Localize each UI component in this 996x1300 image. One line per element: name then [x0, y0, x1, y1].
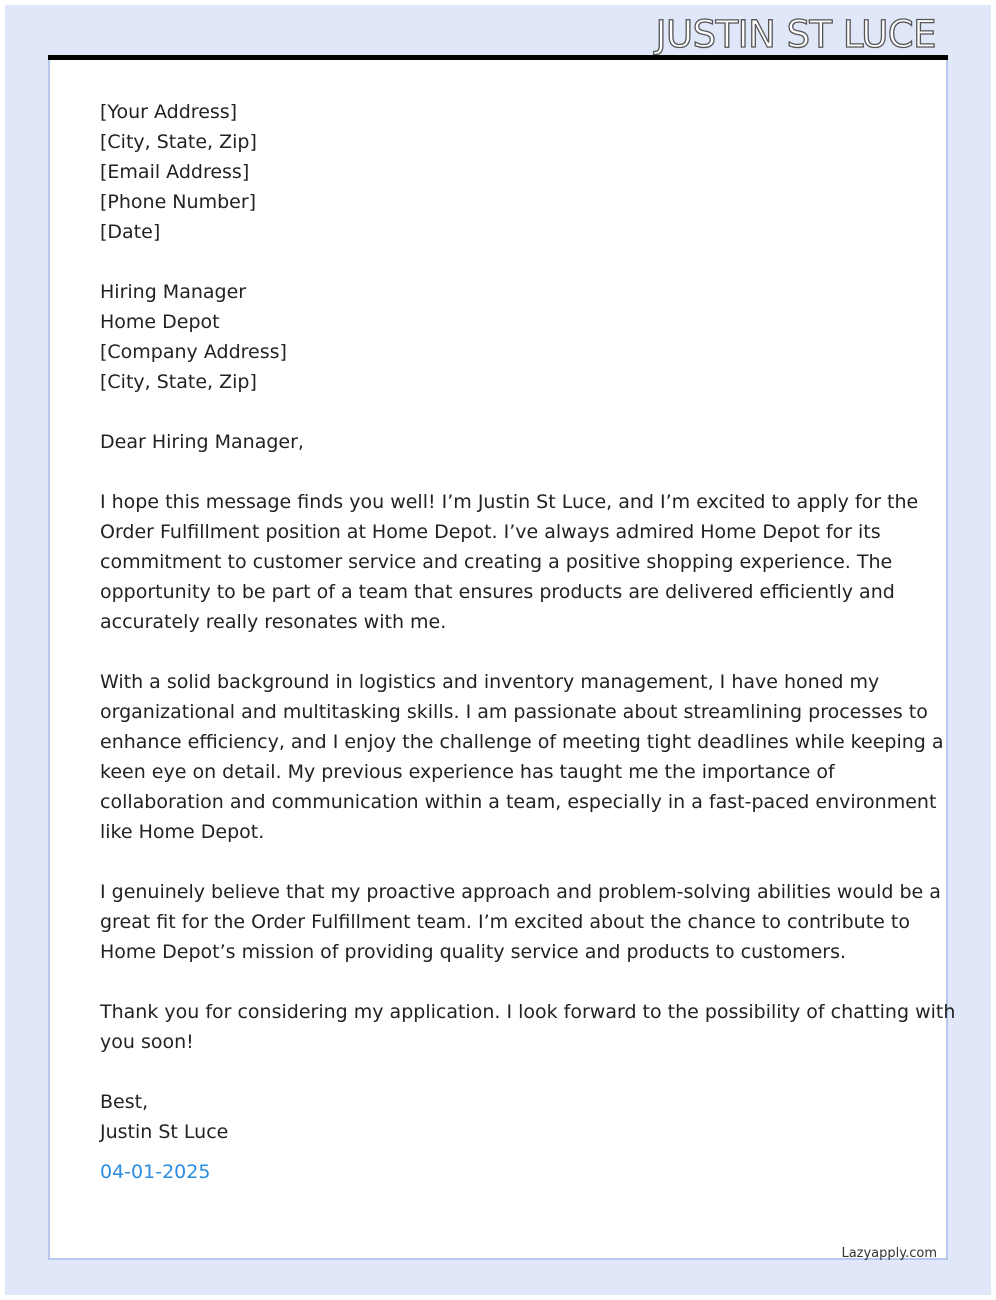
paragraph-line: With a solid background in logistics and inventory management, I have honed my — [100, 671, 880, 693]
paragraph-line: collaboration and communication within a team, especially in a fast-paced environment — [100, 791, 937, 813]
paragraph-line: I genuinely believe that my proactive approach and problem-solving abilities would be a — [100, 881, 941, 903]
paragraph-line: great fit for the Order Fulfillment team. I’m excited about the chance to contribute to — [100, 911, 910, 933]
paragraph-line: commitment to customer service and creating a positive shopping experience. The — [100, 551, 893, 573]
cover-letter — [100, 97, 956, 1187]
recipient-city-state-zip: [City, State, Zip] — [100, 371, 257, 393]
applicant-name-heading: JUSTIN ST LUCE — [655, 13, 936, 56]
recipient-address: [Company Address] — [100, 341, 287, 363]
letter-date: 04-01-2025 — [100, 1161, 211, 1183]
sender-city-state-zip: [City, State, Zip] — [100, 131, 257, 153]
paragraph-line: enhance efficiency, and I enjoy the challenge of meeting tight deadlines while keeping a — [100, 731, 944, 753]
watermark: Lazyapply.com — [841, 1246, 937, 1261]
signature-name: Justin St Luce — [100, 1121, 229, 1143]
body-paragraph-2 — [100, 667, 944, 847]
body-paragraph-4 — [100, 997, 956, 1057]
recipient-company: Home Depot — [100, 311, 220, 333]
paragraph-line: like Home Depot. — [100, 821, 265, 843]
signoff: Best, — [100, 1091, 149, 1113]
salutation: Dear Hiring Manager, — [100, 431, 304, 453]
sender-phone: [Phone Number] — [100, 191, 257, 213]
sender-block — [100, 97, 905, 247]
paragraph-line: you soon! — [100, 1031, 194, 1053]
closing-block — [100, 1087, 905, 1187]
sender-date: [Date] — [100, 221, 161, 243]
recipient-title: Hiring Manager — [100, 281, 247, 303]
paragraph-line: Thank you for considering my application. I look forward to the possibility of chatting with — [100, 1001, 956, 1023]
paragraph-line: opportunity to be part of a team that ensures products are delivered efficiently and — [100, 581, 895, 603]
paragraph-line: Home Depot’s mission of providing quality service and products to customers. — [100, 941, 847, 963]
paragraph-line: Order Fulfillment position at Home Depot. I’ve always admired Home Depot for its — [100, 521, 881, 543]
sender-address: [Your Address] — [100, 101, 238, 123]
paragraph-line: accurately really resonates with me. — [100, 611, 447, 633]
paragraph-line: organizational and multitasking skills. I am passionate about streamlining processes to — [100, 701, 928, 723]
recipient-block — [100, 277, 905, 397]
paragraph-line: I hope this message finds you well! I’m Justin St Luce, and I’m excited to apply for the — [100, 491, 919, 513]
body-paragraph-1 — [100, 487, 919, 637]
paragraph-line: keen eye on detail. My previous experience has taught me the importance of — [100, 761, 835, 783]
sender-email: [Email Address] — [100, 161, 250, 183]
body-paragraph-3 — [100, 877, 941, 967]
